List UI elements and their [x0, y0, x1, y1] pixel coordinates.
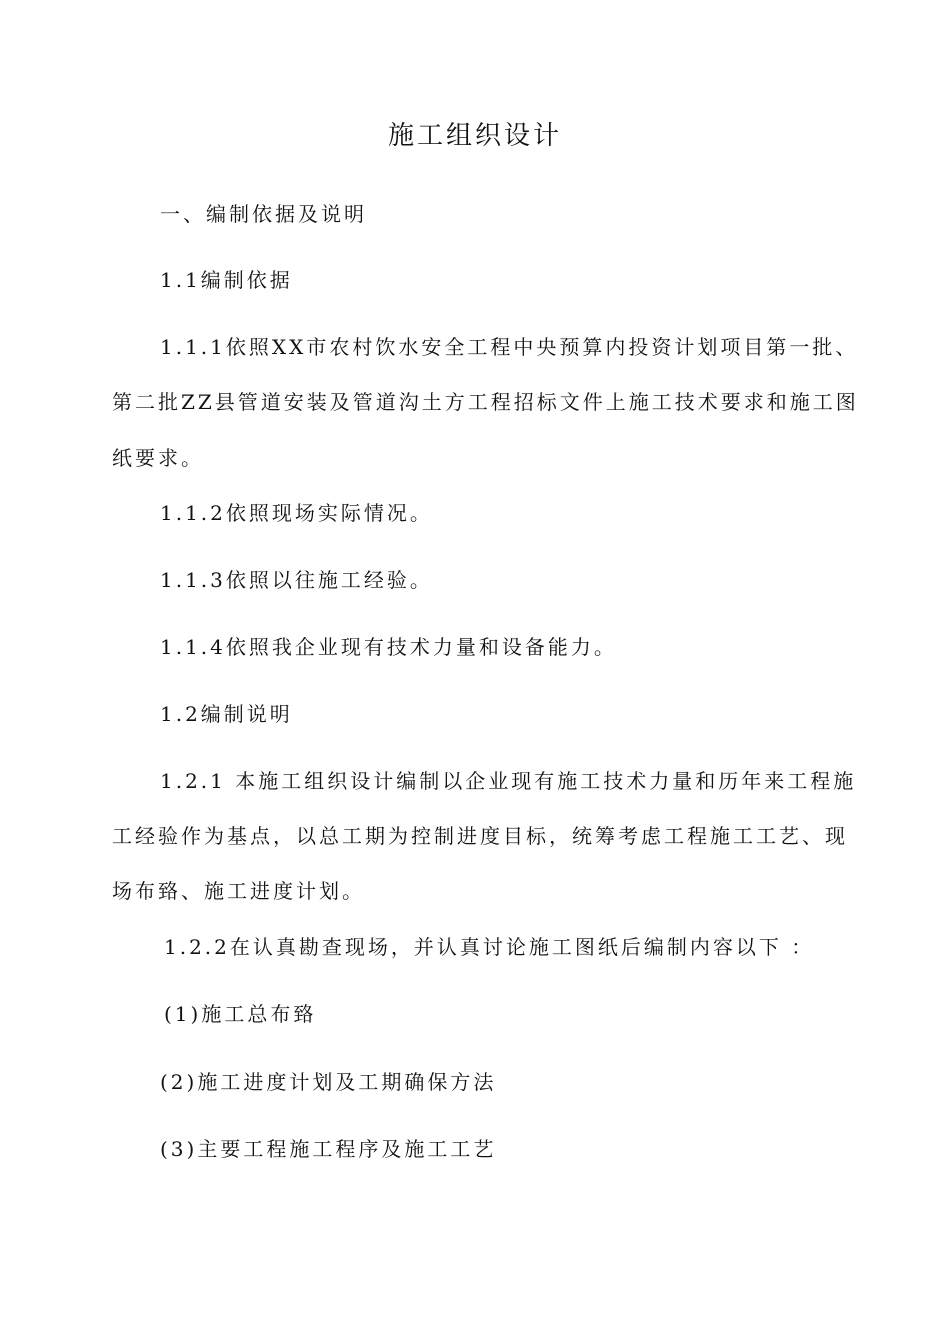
- paragraph-line: 纸要求。: [112, 446, 204, 470]
- subsection-heading: 1.1编制依据: [160, 268, 293, 292]
- list-item: (2)施工进度计划及工期确保方法: [160, 1070, 497, 1094]
- paragraph-line: 1.2.2在认真勘查现场，并认真讨论施工图纸后编制内容以下 ：: [164, 935, 815, 959]
- paragraph-line: 场布臵、施工进度计划。: [112, 879, 365, 903]
- paragraph-line: 1.1.3依照以往施工经验。: [160, 568, 433, 592]
- paragraph-line: 1.1.1依照XX市农村饮水安全工程中央预算内投资计划项目第一批、: [160, 335, 859, 359]
- paragraph-line: 工经验作为基点，以总工期为控制进度目标，统筹考虑工程施工工艺、现: [112, 824, 848, 848]
- list-item: (1)施工总布臵: [164, 1002, 317, 1026]
- paragraph-line: 1.2.1 本施工组织设计编制以企业现有施工技术力量和历年来工程施: [160, 769, 857, 793]
- paragraph-line: 1.1.2依照现场实际情况。: [160, 501, 433, 525]
- document-title: 施工组织设计: [387, 121, 562, 151]
- paragraph-line: 1.1.4依照我企业现有技术力量和设备能力。: [160, 635, 617, 659]
- list-item: (3)主要工程施工程序及施工工艺: [160, 1137, 497, 1161]
- paragraph-line: 第二批ZZ县管道安装及管道沟土方工程招标文件上施工技术要求和施工图: [112, 390, 859, 414]
- section-heading: 一、编制依据及说明: [160, 202, 367, 226]
- subsection-heading: 1.2编制说明: [160, 702, 293, 726]
